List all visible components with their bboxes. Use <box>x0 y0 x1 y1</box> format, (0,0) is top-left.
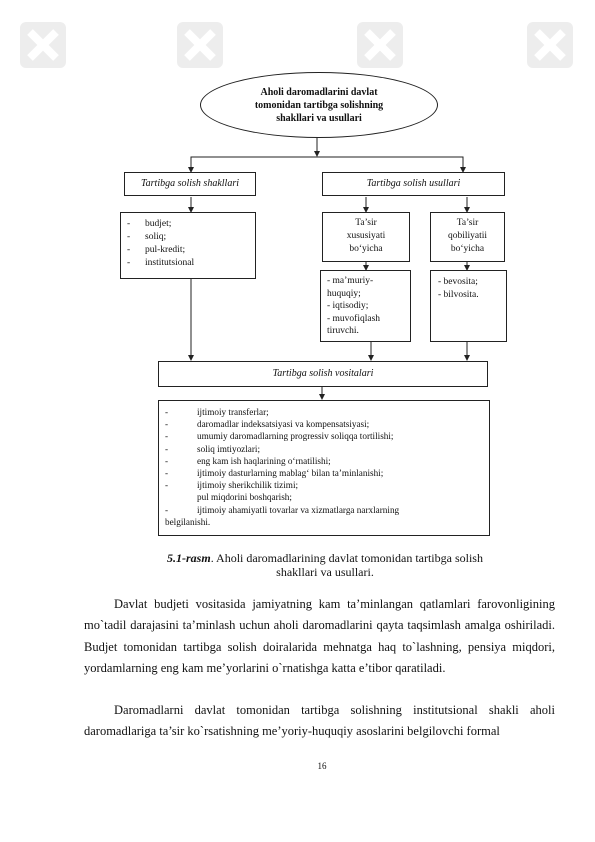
box-line: Ta’sir <box>456 218 479 228</box>
list-item: - soliq imtiyozlari; <box>165 443 261 454</box>
list-item: - pul-kredit; <box>127 245 186 255</box>
list-item: - soliq; <box>127 232 167 242</box>
caption-number: 5.1-rasm <box>167 551 211 565</box>
list-item: - iqtisodiy; <box>327 301 369 311</box>
list-item: - muvofiqlash <box>327 313 381 324</box>
by-nature-items-box <box>320 270 411 342</box>
list-item: - institutsional <box>127 258 195 268</box>
forms-list-box <box>120 212 256 279</box>
list-item: - budjet; <box>127 219 172 229</box>
by-ability-box <box>430 212 505 262</box>
list-item: - daromadlar indeksatsiyasi va kompensatsiyasi; <box>165 419 370 430</box>
box-line: Ta’sir <box>355 218 377 228</box>
list-item: tiruvchi. <box>327 326 359 336</box>
box-line: xususiyati <box>346 231 386 241</box>
means-header: Tartibga solish vositalari <box>272 368 374 379</box>
list-item: - ijtimoiy ahamiyatli tovarlar va xizmatlarga narxlarning <box>165 504 400 515</box>
list-item: - ma’muriy- <box>327 276 374 286</box>
page-number: 16 <box>317 761 327 771</box>
methods-header-box <box>322 172 505 196</box>
by-nature-box <box>322 212 410 262</box>
list-item: - ijtimoiy sherikchilik tizimi; <box>165 480 299 491</box>
methods-header: Tartibga solish usullari <box>366 178 461 189</box>
caption-line1: . Aholi daromadlarining davlat tomonidan tartibga solish <box>210 551 483 565</box>
root-ellipse <box>200 72 438 138</box>
means-header-box <box>158 361 488 387</box>
root-line: shakllari va usullari <box>276 113 362 124</box>
list-item: huquqiy; <box>327 288 361 299</box>
root-line: Aholi daromadlarini davlat <box>260 87 378 98</box>
forms-header-box <box>124 172 256 196</box>
box-line: bo‘yicha <box>450 244 485 254</box>
list-item: - umumiy daromadlarning progressiv soliqqa tortilishi; <box>165 431 394 442</box>
list-item-tail: belgilanishi. <box>165 516 211 527</box>
list-item: - eng kam ish haqlarining o‘rnatilishi; <box>165 455 331 466</box>
list-item: - ijtimoiy dasturlarning mablag‘ bilan ta’minlanishi; <box>165 468 384 479</box>
box-line: bo‘yicha <box>349 244 383 254</box>
list-item: - ijtimoiy transferlar; <box>165 407 269 417</box>
body-paragraph: Daromadlarni davlat tomonidan tartibga solishning institutsional shakli aholi daromadlariga ta’sir ko`rsatishning me’yoriy-huquqiy asoslarini belgilovchi formal <box>84 703 555 739</box>
list-item: - bevosita; <box>438 277 478 287</box>
figure-caption <box>140 551 510 579</box>
means-list-box <box>158 400 490 536</box>
forms-header: Tartibga solish shakllari <box>141 178 239 189</box>
box-line: qobiliyatii <box>447 231 488 241</box>
root-line: tomonidan tartibga solishning <box>254 100 384 111</box>
caption-line2: shakllari va usullari. <box>276 565 374 579</box>
list-item: pul miqdorini boshqarish; <box>197 492 292 503</box>
list-item: - bilvosita. <box>438 290 479 300</box>
by-ability-items-box <box>430 270 507 342</box>
body-paragraph: Davlat budjeti vositasida jamiyatning kam ta’minlangan qatlamlari farovonligining mo`tadil darajasini ta’minlash uchun aholi daromadlarini qayta taqsimlash amalga oshiriladi. Budjet tomonidan tartibga solish doiralarida mehnatga haq to`lashning, pensiya miqdori, yordamlarning eng kam me’yorlarini o`rnatishga katta e’tibor qaratiladi. <box>84 597 555 675</box>
